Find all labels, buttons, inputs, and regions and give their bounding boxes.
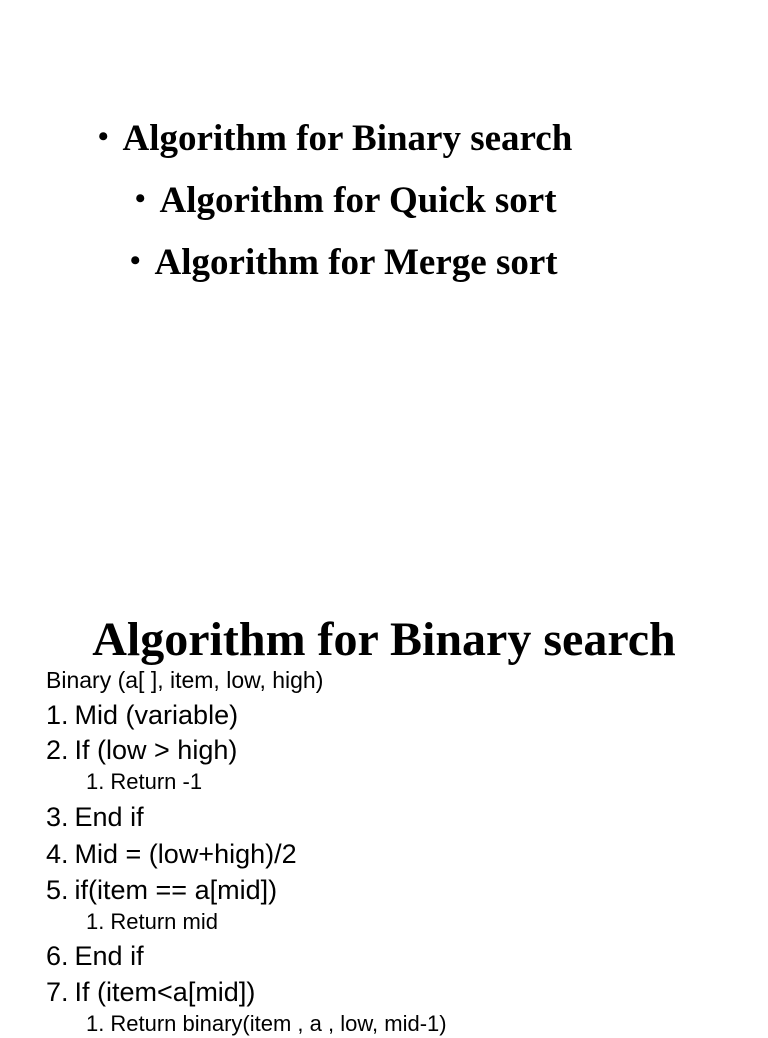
step-text: If (low > high) [74, 735, 238, 765]
bullet-item [135, 179, 557, 225]
step-number: 7. [46, 977, 69, 1007]
step-item [46, 939, 144, 973]
bullet-item [98, 117, 572, 163]
sub-step-item [86, 768, 202, 796]
step-item [46, 837, 297, 871]
sub-step-item [86, 908, 218, 936]
bullet-icon: • [130, 244, 141, 277]
step-number: 5. [46, 875, 69, 905]
bullet-icon: • [135, 182, 146, 215]
sub-step-item [86, 1010, 447, 1038]
step-text: Return mid [110, 909, 218, 934]
step-number: 6. [46, 941, 69, 971]
step-number: 1. [86, 909, 105, 934]
step-number: 2. [46, 735, 69, 765]
slide-binary-search [0, 600, 768, 1036]
step-item [46, 733, 237, 767]
step-text: if(item == a[mid]) [74, 875, 278, 905]
step-number: 1. [86, 769, 105, 794]
step-text: Mid = (low+high)/2 [74, 839, 297, 869]
step-number: 4. [46, 839, 69, 869]
step-text: End if [74, 941, 144, 971]
step-item [46, 873, 277, 907]
step-text: End if [74, 802, 144, 832]
step-item [46, 698, 238, 732]
step-text: Return -1 [110, 769, 203, 794]
bullet-item [130, 241, 558, 287]
bullet-text: Algorithm for Merge sort [154, 242, 558, 283]
bullet-icon: • [98, 120, 109, 153]
step-text: If (item<a[mid]) [74, 977, 256, 1007]
step-number: 3. [46, 802, 69, 832]
step-item [46, 800, 144, 834]
function-signature: Binary (a[ ], item, low, high) [46, 667, 324, 693]
step-item [46, 975, 255, 1009]
bullet-text: Algorithm for Binary search [122, 118, 573, 159]
step-text: Mid (variable) [74, 700, 239, 730]
slide-title: Algorithm for Binary search [92, 613, 676, 666]
step-number: 1. [86, 1011, 105, 1036]
step-text: Return binary(item , a , low, mid-1) [110, 1011, 447, 1036]
bullet-text: Algorithm for Quick sort [159, 180, 557, 221]
step-number: 1. [46, 700, 69, 730]
